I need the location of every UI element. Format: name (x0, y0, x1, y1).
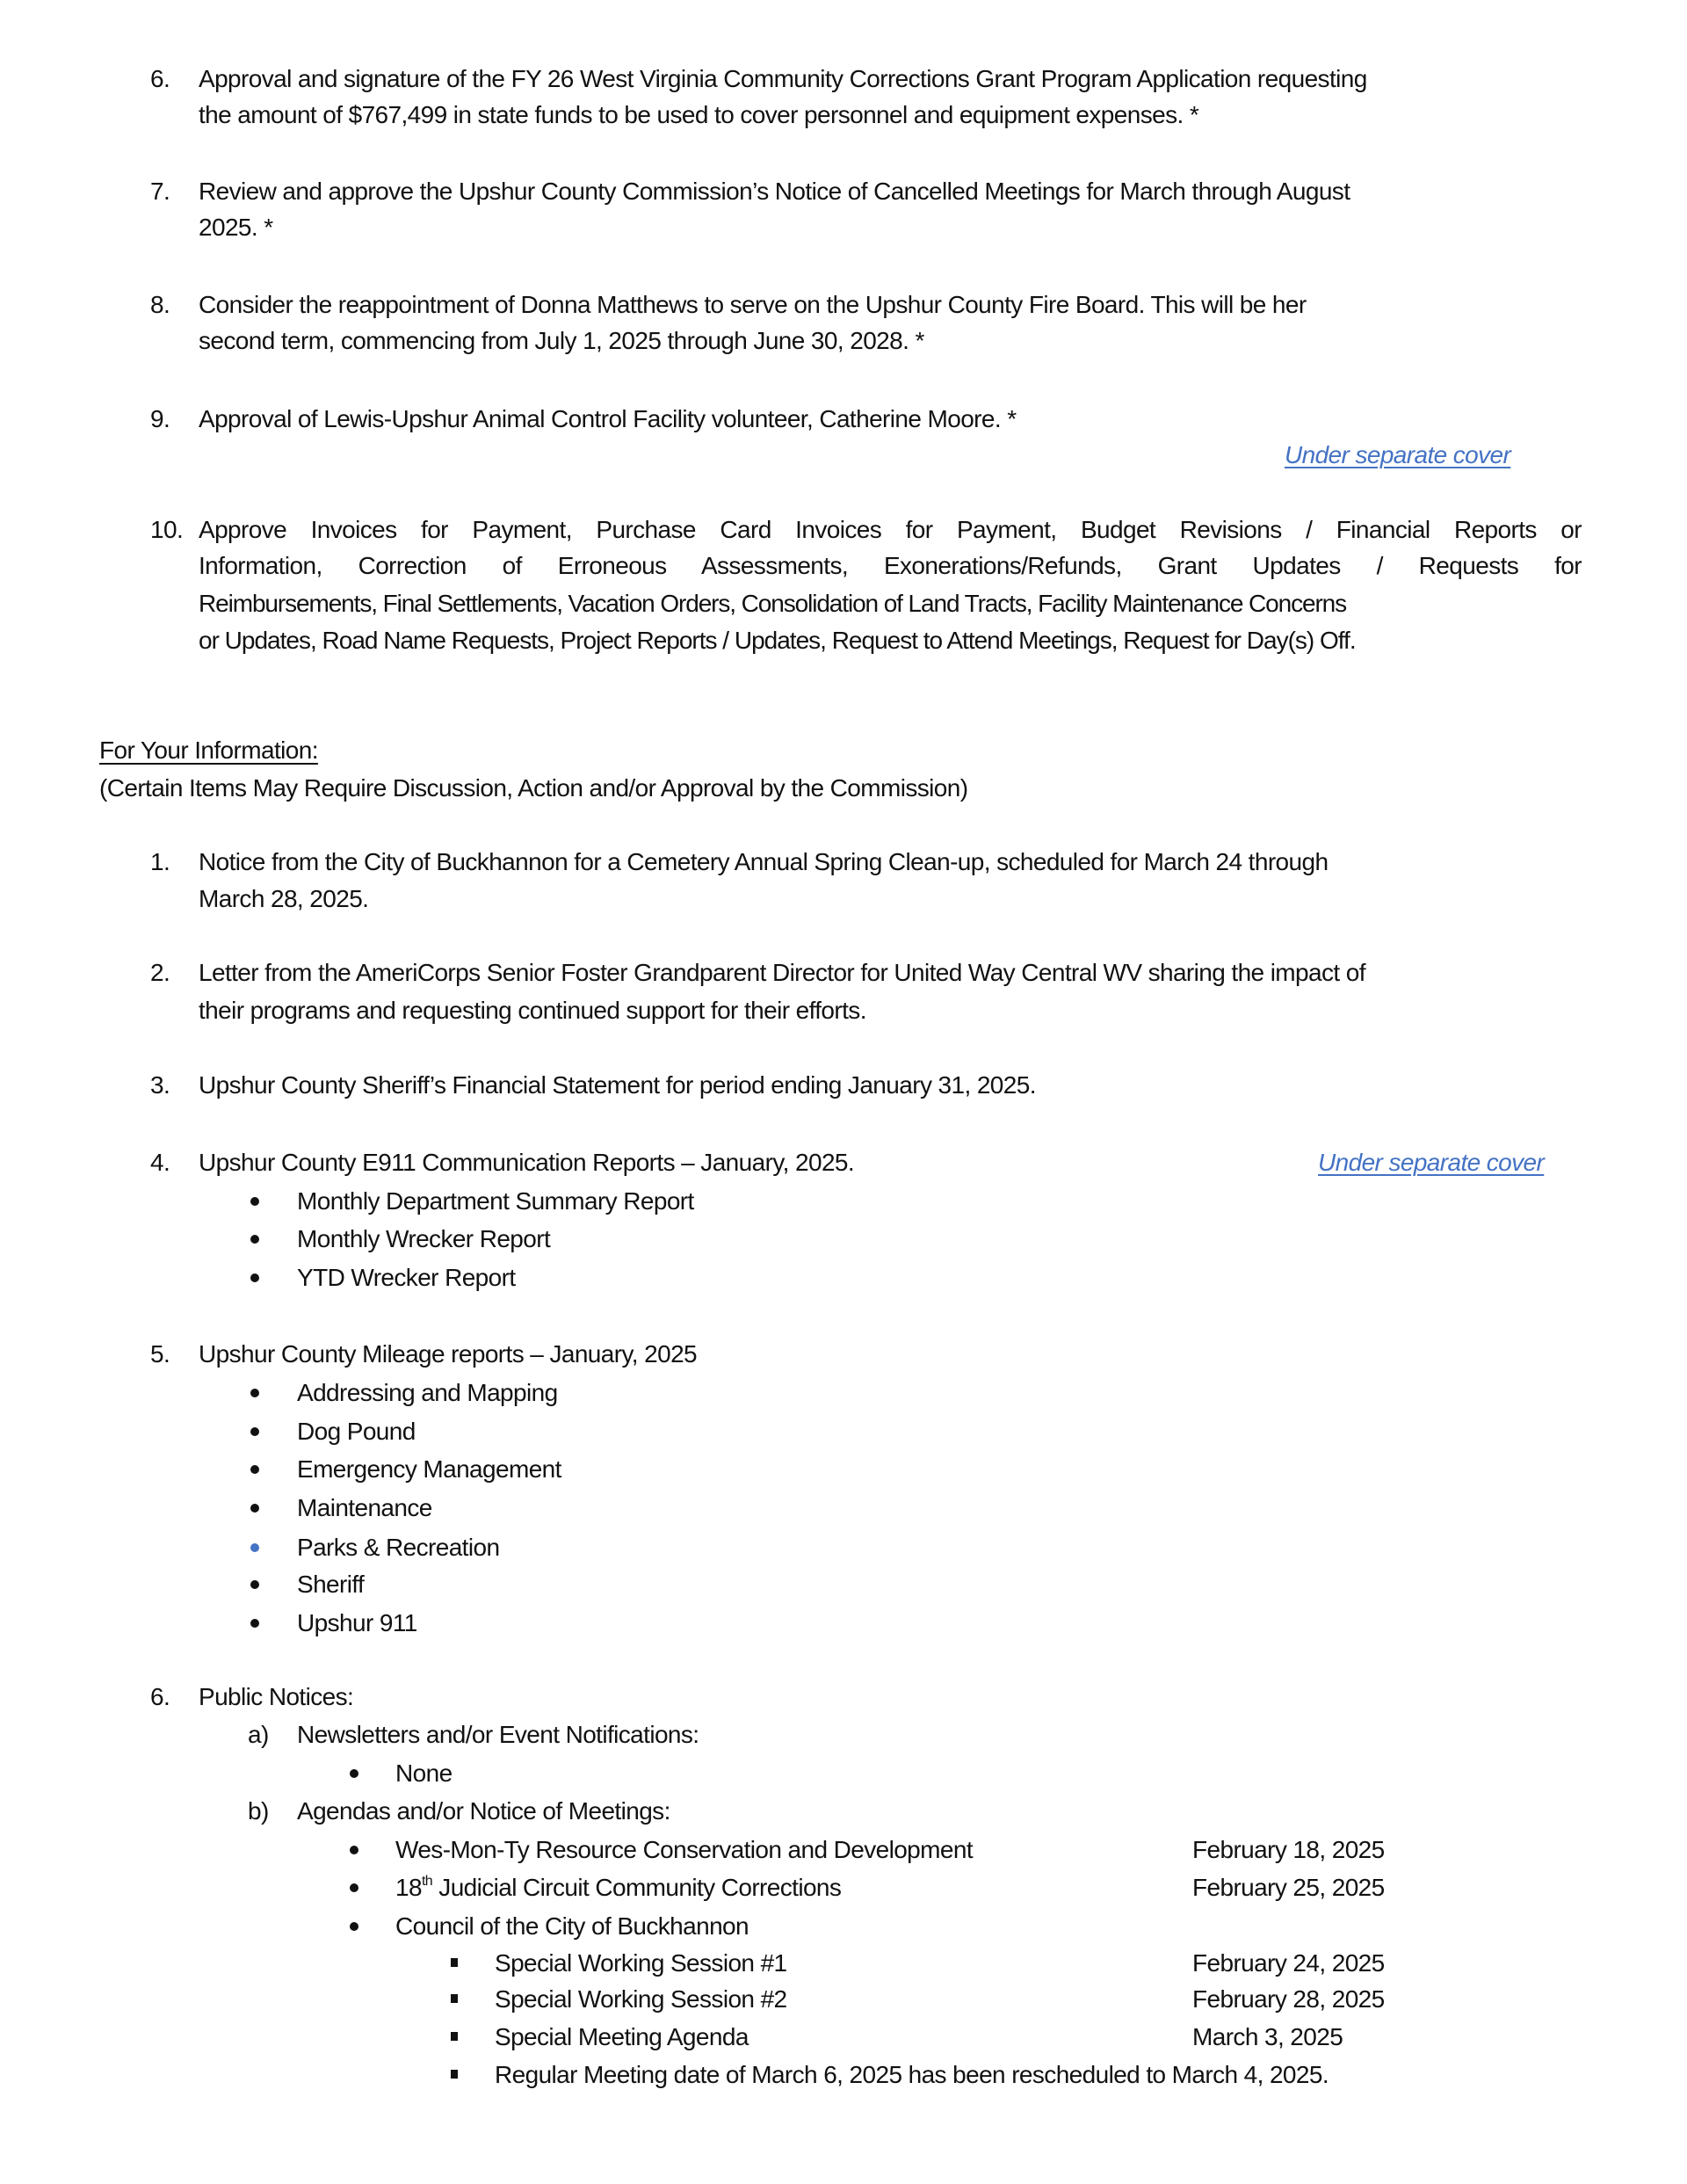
item-text: Letter from the AmeriCorps Senior Foster Grandparent Director for United Way Central WV sharing the impact of (199, 959, 1365, 986)
under-separate-cover-link[interactable]: Under separate cover (1318, 1149, 1545, 1176)
meeting-date: March 3, 2025 (1192, 2023, 1343, 2050)
item-text: the amount of $767,499 in state funds to be used to cover personnel and equipment expenses. * (199, 101, 1199, 128)
square-bullet-icon (451, 2070, 458, 2079)
item-number: 10. (150, 516, 184, 543)
meeting-name: Special Working Session #1 (495, 1949, 787, 1977)
fyi-heading: For Your Information: (99, 736, 318, 764)
item-text: Notice from the City of Buckhannon for a Cemetery Annual Spring Clean-up, scheduled for March 24 through (199, 848, 1329, 875)
meeting-date: February 25, 2025 (1192, 1874, 1385, 1901)
sub-letter: a) (248, 1721, 269, 1748)
item-text: Information, Correction of Erroneous Assessments, Exonerations/Refunds, Grant Updates / Requests for (199, 552, 1582, 579)
meeting-name: Council of the City of Buckhannon (395, 1912, 749, 1940)
meeting-date: February 24, 2025 (1192, 1949, 1385, 1977)
item-text: Approval and signature of the FY 26 West Virginia Community Corrections Grant Program Application requesting (199, 65, 1367, 92)
bullet-icon (250, 1197, 259, 1206)
item-number: 9. (150, 405, 170, 432)
meeting-name: 18th Judicial Circuit Community Corrections (395, 1874, 842, 1901)
item-text: March 28, 2025. (199, 885, 369, 912)
item-text: 2025. * (199, 214, 273, 241)
meeting-note: Regular Meeting date of March 6, 2025 has been rescheduled to March 4, 2025. (495, 2061, 1329, 2088)
meeting-name: Special Working Session #2 (495, 1985, 787, 2013)
item-text: Upshur County Sheriff’s Financial Statement for period ending January 31, 2025. (199, 1071, 1036, 1099)
meeting-date: February 28, 2025 (1192, 1985, 1385, 2013)
sub-letter: b) (248, 1797, 269, 1825)
item-number: 8. (150, 291, 170, 318)
item-text: Approve Invoices for Payment, Purchase Card Invoices for Payment, Budget Revisions / Financial Reports or (199, 516, 1582, 543)
sub-heading: Newsletters and/or Event Notifications: (297, 1721, 699, 1748)
bullet-icon (250, 1619, 259, 1628)
bullet-icon (250, 1235, 259, 1244)
meeting-name: Special Meeting Agenda (495, 2023, 749, 2050)
item-text: Upshur County E911 Communication Reports – January, 2025. (199, 1149, 855, 1176)
bullet-icon (250, 1465, 259, 1474)
item-number: 7. (150, 178, 170, 205)
list-item: Monthly Wrecker Report (297, 1225, 551, 1252)
under-separate-cover-link[interactable]: Under separate cover (1285, 441, 1511, 468)
bullet-icon-highlighted (250, 1543, 259, 1552)
list-item: Emergency Management (297, 1455, 561, 1483)
item-text: Upshur County Mileage reports – January, 2025 (199, 1340, 698, 1368)
sub-heading: Agendas and/or Notice of Meetings: (297, 1797, 670, 1825)
list-item: Maintenance (297, 1494, 432, 1521)
square-bullet-icon (451, 1994, 458, 2003)
bullet-icon (250, 1273, 259, 1282)
square-bullet-icon (451, 1958, 458, 1967)
item-number: 5. (150, 1340, 170, 1368)
list-item: Upshur 911 (297, 1609, 417, 1636)
item-text: Public Notices: (199, 1683, 354, 1710)
fyi-subheading: (Certain Items May Require Discussion, Action and/or Approval by the Commission) (99, 774, 968, 802)
item-text: or Updates, Road Name Requests, Project Reports / Updates, Request to Attend Meetings, Request for Day(s) Off. (199, 627, 1356, 654)
item-number: 6. (150, 1683, 170, 1710)
meeting-name: Wes-Mon-Ty Resource Conservation and Development (395, 1836, 973, 1863)
item-text: Approval of Lewis-Upshur Animal Control Facility volunteer, Catherine Moore. * (199, 405, 1017, 432)
item-text: Consider the reappointment of Donna Matthews to serve on the Upshur County Fire Board. This will be her (199, 291, 1307, 318)
list-item: None (395, 1760, 453, 1787)
bullet-icon (350, 1922, 358, 1931)
item-number: 1. (150, 848, 170, 875)
list-item: Parks & Recreation (297, 1534, 500, 1561)
item-text: Review and approve the Upshur County Commission’s Notice of Cancelled Meetings for March through August (199, 178, 1350, 205)
item-text: their programs and requesting continued support for their efforts. (199, 997, 866, 1024)
list-item: Monthly Department Summary Report (297, 1187, 694, 1215)
item-number: 4. (150, 1149, 170, 1176)
bullet-icon (250, 1427, 259, 1436)
bullet-icon (350, 1883, 358, 1892)
list-item: Addressing and Mapping (297, 1379, 558, 1406)
meeting-date: February 18, 2025 (1192, 1836, 1385, 1863)
list-item: Sheriff (297, 1571, 365, 1598)
bullet-icon (250, 1580, 259, 1589)
bullet-icon (350, 1769, 358, 1778)
bullet-icon (250, 1389, 259, 1397)
item-text: Reimbursements, Final Settlements, Vacation Orders, Consolidation of Land Tracts, Facility Maintenance Concerns (199, 590, 1347, 617)
item-number: 3. (150, 1071, 170, 1099)
item-number: 6. (150, 65, 170, 92)
bullet-icon (250, 1504, 259, 1513)
item-text: second term, commencing from July 1, 2025 through June 30, 2028. * (199, 327, 924, 354)
square-bullet-icon (451, 2032, 458, 2041)
bullet-icon (350, 1846, 358, 1854)
item-number: 2. (150, 959, 170, 986)
list-item: YTD Wrecker Report (297, 1264, 516, 1291)
list-item: Dog Pound (297, 1418, 416, 1445)
